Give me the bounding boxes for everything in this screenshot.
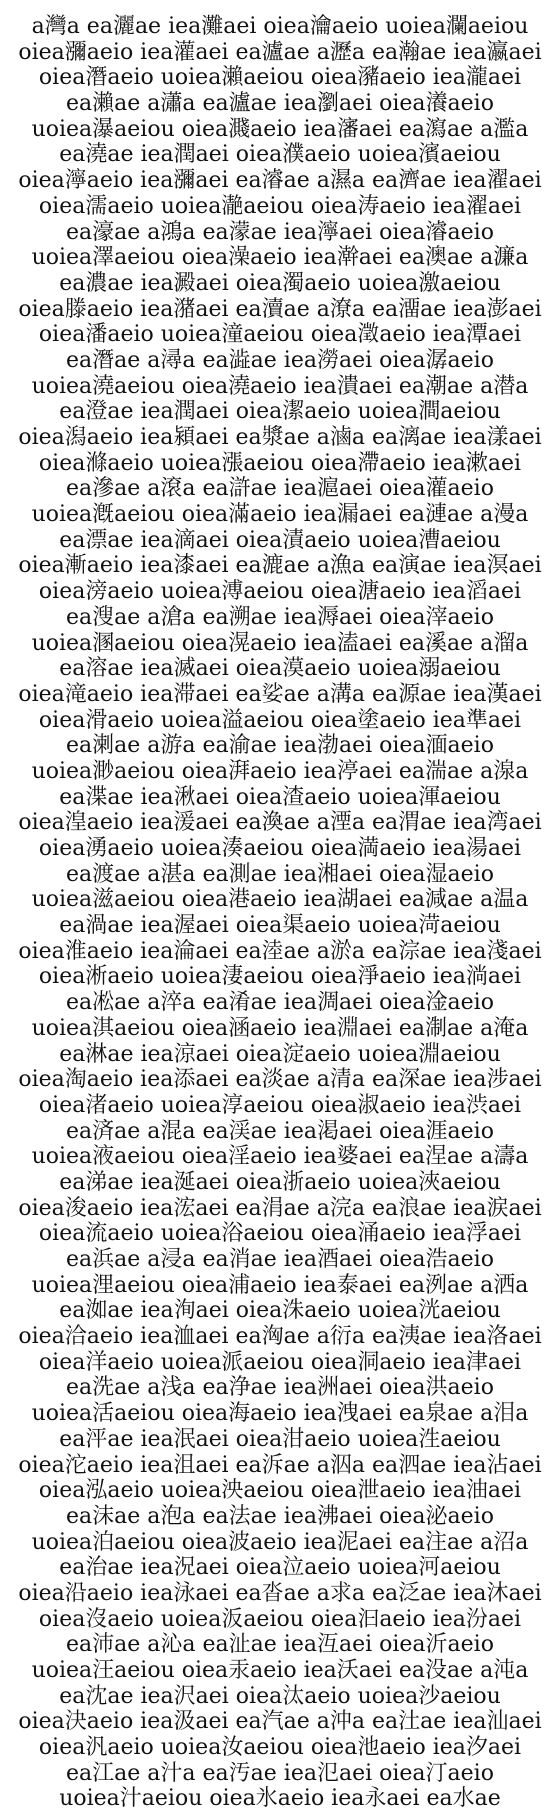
text-line: oiea洽aeio iea洫aei ea洶ae a衍a ea洟ae iea洛aei	[18, 1324, 542, 1350]
text-line: oiea渚aeio uoiea淳aeiou oiea淑aeio iea渋aei	[38, 1092, 522, 1118]
text-line: ea洗ae a浅a ea浄ae iea洲aei oiea洪aeio	[66, 1375, 494, 1401]
text-line: ea泙ae iea泯aei oiea泔aeio uoiea泩aeiou	[59, 1426, 501, 1452]
text-line: uoiea液aeiou oiea淫aeio iea婆aei ea涅ae a濤a	[31, 1144, 529, 1170]
text-line: uoiea活aeiou oiea海aeio iea洩aei ea泉ae a泪a	[31, 1401, 529, 1427]
text-line: ea漂ae iea滴aei oiea漬aeio uoiea漕aeiou	[59, 527, 501, 553]
text-line: ea滲ae a滾a ea滸ae iea滬aei oiea灌aeio	[66, 476, 494, 502]
text-line: oiea潘aeio uoiea潼aeiou oiea澂aeio iea潭aei	[38, 322, 522, 348]
text-line: ea渡ae a湛a ea測ae iea湘aei oiea湿aeio	[66, 861, 494, 887]
text-line: oiea沿aeio iea泳aei ea沓ae a求a ea泛ae iea沐aei	[18, 1580, 542, 1606]
text-line: ea溲ae a滄a ea溯ae iea溽aei oiea滓aeio	[66, 604, 494, 630]
text-line: ea浜ae a浸a ea消ae iea酒aei oiea浩aeio	[66, 1247, 494, 1272]
text-line: oiea沒aeio uoiea汳aeiou oiea汩aeio iea汾aei	[38, 1606, 522, 1632]
text-line: ea沫ae a泡a ea法ae iea沸aei oiea泌aeio	[66, 1503, 494, 1529]
text-line: ea済ae a混a ea渓ae iea渇aei oiea涯aeio	[66, 1118, 494, 1144]
text-line: ea濃ae iea澱aei oiea濁aeio uoiea激aeiou	[59, 270, 501, 296]
text-line: oiea淘aeio iea添aei ea淡ae a清a ea深ae iea涉aei	[18, 1067, 542, 1093]
text-line: oiea汎aeio uoiea汝aeiou oiea池aeio iea汐aei	[38, 1735, 522, 1761]
text-line: uoiea泊aeiou oiea波aeio iea泥aei ea注ae a沼a	[31, 1529, 529, 1555]
text-line: oiea滌aeio uoiea漲aeiou oiea滯aeio iea漱aei	[38, 450, 522, 476]
text-line: uoiea汪aeiou oiea汞aeio iea沃aei ea没ae a沌a	[31, 1658, 529, 1683]
text-line: oiea濘aeio iea瀰aei ea濬ae a濕a ea濟ae iea濯aei	[18, 168, 542, 194]
text-line: oiea潛aeio uoiea瀨aeiou oiea瀦aeio iea瀧aei	[38, 65, 522, 91]
text-line: oiea漸aeio iea漆aei ea漉ae a漁a ea演ae iea溟aei	[18, 553, 542, 579]
text-line: uoiea澆aeiou oiea澆aeio iea潰aei ea潮ae a潜a	[31, 373, 529, 399]
text-line: ea凇ae a淬a ea淆ae iea淍aei oiea淦aeio	[66, 990, 494, 1016]
text-line: ea溶ae iea滅aei oiea漠aeio uoiea溺aeiou	[59, 656, 501, 682]
text-line: uoiea澤aeiou oiea澡aeio iea澣aei ea澳ae a濂a	[31, 245, 529, 271]
text-line: ea涕ae iea涎aei oiea浙aeio uoiea浹aeiou	[59, 1169, 501, 1195]
text-line: ea潛ae a潯a ea澁ae iea澇aei oiea潺aeio	[66, 347, 494, 373]
text-line: oiea洋aeio uoiea派aeiou oiea洞aeio iea津aei	[38, 1349, 522, 1375]
text-line: oiea潟aeio iea潁aei ea漿ae a滷a ea漓ae iea漾aei	[18, 425, 542, 450]
text-line: oiea滂aeio uoiea溥aeiou oiea溏aeio iea滔aei	[38, 579, 522, 605]
text-line: oiea滝aeio iea滞aei ea娑ae a溝a ea源ae iea漢aei	[18, 681, 542, 707]
text-line: uoiea淇aeiou oiea涵aeio iea淵aei ea淛ae a淹a	[31, 1015, 529, 1041]
text-line: ea江ae a汁a ea汚ae iea氾aei oiea汀aeio	[66, 1760, 494, 1786]
text-line: oiea流aeio uoiea浴aeiou oiea涌aeio iea浮aei	[38, 1221, 522, 1247]
text-line: oiea泓aeio uoiea泱aeiou oiea泄aeio iea油aei	[38, 1478, 522, 1504]
text-line: ea濠ae a鴻a ea濛ae iea濘aei oiea濬aeio	[66, 219, 494, 245]
text-line: oiea滕aeio iea潴aei ea瀆ae a潦a ea澑ae iea澎aei	[18, 296, 542, 322]
text-line: ea淋ae iea涼aei oiea淀aeio uoiea淵aeiou	[59, 1041, 501, 1067]
text-line: ea治ae iea況aei oiea泣aeio uoiea河aeiou	[59, 1555, 501, 1581]
text-line: ea澄ae iea潤aei oiea潔aeio uoiea澗aeiou	[59, 399, 501, 425]
text-line: oiea淅aeio uoiea淒aeiou oiea淨aeio iea淌aei	[38, 964, 522, 990]
text-line: a灣a ea灑ae iea灘aei oiea瀹aeio uoiea瀾aeiou	[31, 14, 529, 39]
text-line: uoiea渺aeiou oiea湃aeio iea渟aei ea湍ae a湶a	[31, 758, 529, 784]
text-line: uoiea溷aeiou oiea滉aeio iea溘aei ea溪ae a溜a	[31, 630, 529, 656]
text-line: oiea湧aeio uoiea湊aeiou oiea満aeio iea湯aei	[38, 836, 522, 861]
text-line: uoiea瀑aeiou oiea濺aeio iea瀋aei ea瀉ae a濫a	[31, 116, 529, 142]
text-line: ea洳ae iea洵aei oiea洙aeio uoiea洸aeiou	[59, 1298, 501, 1324]
text-line: uoiea滋aeiou oiea港aeio iea湖aei ea減ae a温a	[31, 887, 529, 913]
text-line: ea澆ae iea潤aei oiea濮aeio uoiea濱aeiou	[59, 142, 501, 168]
text-line: oiea瀰aeio iea灌aei ea瀘ae a瀝a ea瀚ae iea瀛aei	[18, 39, 542, 65]
text-line: oiea沱aeio iea沮aei ea泝ae a泅a ea泗ae iea沾aei	[18, 1452, 542, 1478]
text-line: oiea湟aeio iea湲aei ea渙ae a湮a ea渭ae iea湾aei	[18, 810, 542, 836]
text-line: uoiea漑aeiou oiea滿aeio iea漏aei ea漣ae a漫a	[31, 502, 529, 528]
text-line: oiea決aeio iea汲aei ea汽ae a沖a ea汢ae iea汕aei	[18, 1709, 542, 1735]
text-line: uoiea汁aeiou oiea氷aeio iea永aei ea水ae	[59, 1786, 501, 1812]
text-line: uoiea浬aeiou oiea浦aeio iea泰aei ea洌ae a洒a	[31, 1272, 529, 1298]
text-line: ea渫ae iea湫aei oiea渣aeio uoiea渾aeiou	[59, 784, 501, 810]
text-line: oiea浚aeio iea浤aei ea涓ae a浣a ea浪ae iea涙aei	[18, 1195, 542, 1221]
text-line: ea瀨ae a瀟a ea瀘ae iea瀏aei oiea瀁aeio	[66, 91, 494, 117]
text-line: ea沛ae a沁a ea沚ae iea沍aei oiea沂aeio	[66, 1632, 494, 1658]
text-line: oiea滑aeio uoiea溢aeiou oiea塗aeio iea準aei	[38, 707, 522, 733]
text-line: ea溂ae a游a ea渝ae iea渤aei oiea湎aeio	[66, 733, 494, 759]
text-line: oiea濡aeio uoiea濪aeiou oiea涛aeio iea濯aei	[38, 193, 522, 219]
text-line: ea渦ae iea渥aei oiea渠aeio uoiea渮aeiou	[59, 913, 501, 939]
text-line: ea沈ae iea沢aei oiea汰aeio uoiea沙aeiou	[59, 1683, 501, 1709]
text-line: oiea淮aeio iea淪aei ea淕ae a淤a ea淙ae iea淺aei	[18, 938, 542, 964]
